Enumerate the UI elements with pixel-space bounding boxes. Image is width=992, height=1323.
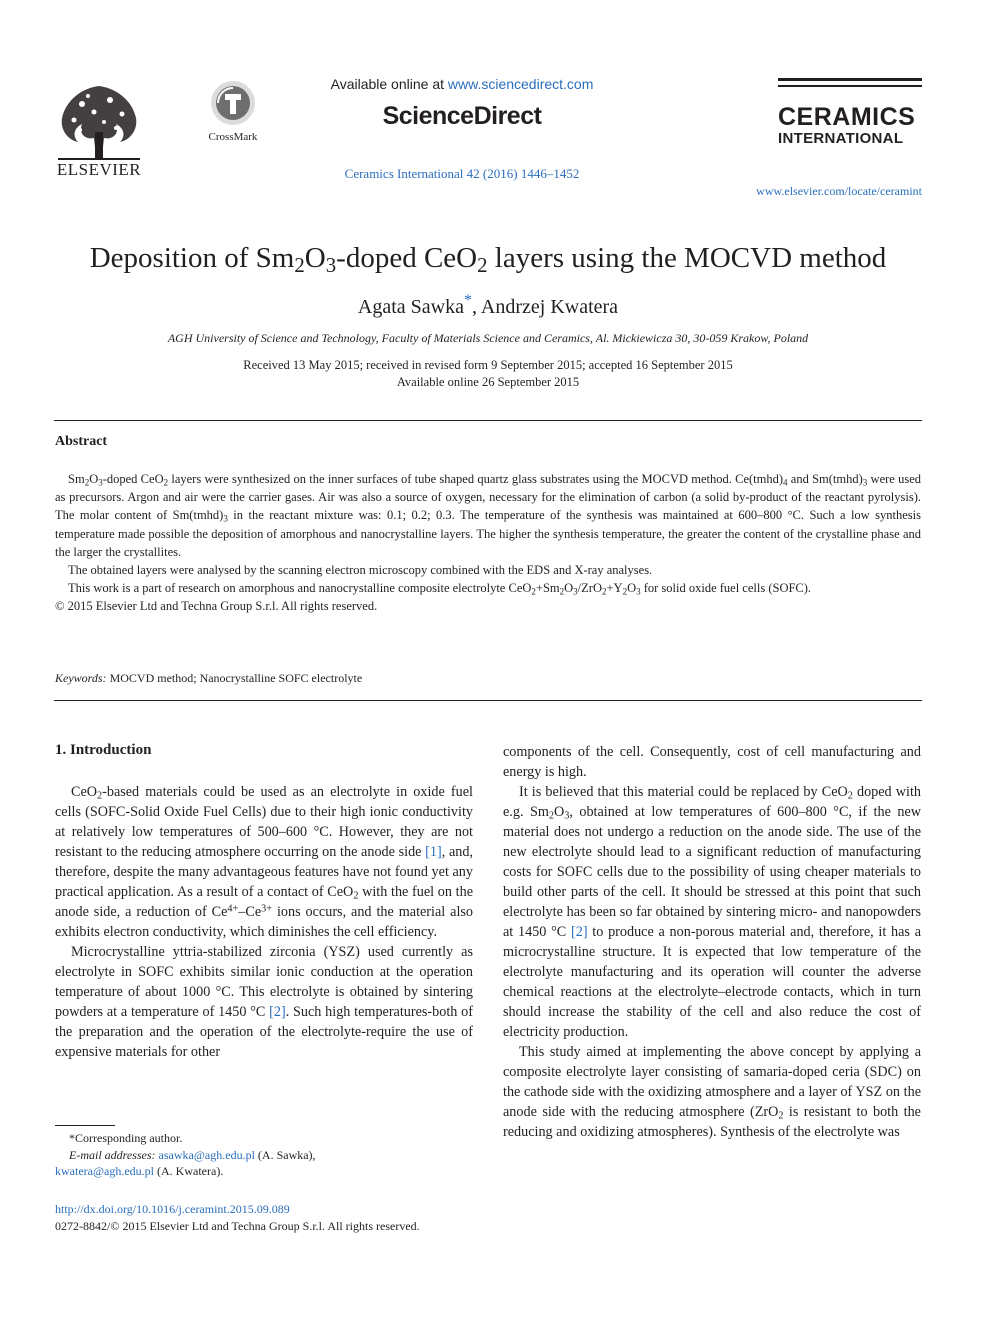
elsevier-wordmark: ELSEVIER (56, 160, 142, 179)
footnote-rule (55, 1125, 115, 1126)
abstract-copyright: © 2015 Elsevier Ltd and Techna Group S.r.l. All rights reserved. (55, 599, 378, 614)
issn-copyright: 0272-8842/© 2015 Elsevier Ltd and Techna Group S.r.l. All rights reserved. (55, 1219, 420, 1233)
right-column (503, 742, 921, 1142)
abstract-body (55, 470, 921, 616)
brand-rule (778, 78, 922, 81)
citation-link[interactable]: [2] (571, 924, 588, 940)
corresponding-mark[interactable]: * (464, 292, 472, 309)
crossmark-label: CrossMark (208, 131, 258, 143)
email-link[interactable]: asawka@agh.edu.pl (158, 1147, 255, 1162)
journal-name-line2: INTERNATIONAL (778, 130, 904, 147)
body-paragraph: Microcrystalline yttria-stabilized zirconia (YSZ) used currently as electrolyte in SOFC exhibits similar ionic conduction at the operation temperature of about 1000 °C. This electrolyte is obtained by sintering powders at a temperature of 1450 °C [2]. Such high temperatures-both of the preparation and the operation of the electrolyte-require the use of expensive materials for other (55, 944, 473, 1060)
author-name: Agata Sawka (357, 296, 464, 318)
abstract-paragraph: This work is a part of research on amorphous and nanocrystalline composite electrolyte $CeO_2+Sm_2O_3/ZrO_2+Y_2O_3$ for solid oxide fuel cells (SOFC). (68, 581, 812, 597)
author-name: Andrzej Kwatera (480, 296, 619, 318)
sciencedirect-link[interactable]: www.sciencedirect.com (447, 76, 594, 92)
doi-block (55, 1201, 420, 1235)
left-column (55, 782, 473, 1062)
citation-link[interactable]: [2] (269, 1004, 286, 1020)
body-paragraph: It is believed that this material could be replaced by CeO$_2$ doped with e.g. $Sm_2O_3$, obtained at low temperatures of 600–800 °C, if the new material does not undergo a reduction on the anode side. The use of the new electrolyte should lead to a significant reduction of manufacturing costs for SOFC cells due to the possibility of using cheaper materials to build other parts of the cell. It should be stressed at this point that such electrolyte has been so far obtained by sintering micro- and nanopowders at 1450 °C [2] to produce a non-porous material and, therefore, it has a microcrystalline structure. It is expected that low temperature of the electrolyte manufacturing and its operation will counter the adverse chemical reactions at the electrolyte–electrode contacts, which in turn should increase the stability of the cell and also reduce the cost of electricity production. (503, 784, 921, 1040)
doi-link[interactable]: http://dx.doi.org/10.1016/j.ceramint.2015.09.089 (55, 1202, 290, 1216)
email-label: E-mail addresses: (69, 1147, 156, 1162)
section-heading: 1. Introduction (55, 742, 152, 758)
keywords (55, 671, 362, 686)
divider (54, 700, 922, 701)
article-title: Deposition of $Sm_2O_3$-doped CeO$_2$ layers using the MOCVD method (89, 242, 887, 278)
abstract-paragraph: The obtained layers were analysed by the scanning electron microscopy combined with the EDS and X-ray analyses. (68, 563, 653, 578)
body-paragraph: This study aimed at implementing the above concept by applying a composite electrolyte layer consisting of samaria-doped ceria (SDC) on the cathode side with the oxidizing atmosphere and a layer of YSZ on the anode side with the reducing atmosphere (ZrO$_2$ is resistant to both the reducing and oxidizing atmospheres). Synthesis of the electrolyte was (503, 1044, 921, 1140)
journal-url[interactable]: www.elsevier.com/locate/ceramint (756, 184, 922, 198)
corresponding-note: *Corresponding author. (69, 1131, 183, 1145)
citation-link[interactable]: [1] (425, 844, 442, 860)
journal-brand (778, 78, 922, 148)
author-list: Agata Sawka*, Andrzej Kwatera (357, 292, 619, 318)
email-note: kwatera@agh.edu.pl (A. Kwatera). (55, 1164, 224, 1178)
affiliation: AGH University of Science and Technology, Faculty of Materials Science and Ceramics, Al. Mickiewicza 30, 30-059 Krakow, Poland (167, 331, 809, 345)
journal-reference[interactable]: Ceramics International 42 (2016) 1446–1452 (344, 166, 580, 181)
body-paragraph: components of the cell. Consequently, cost of cell manufacturing and energy is high. (503, 744, 921, 780)
email-link[interactable]: kwatera@agh.edu.pl (55, 1164, 155, 1178)
brand-rule (778, 85, 922, 87)
body-paragraph: CeO$_2$-based materials could be used as an electrolyte in oxide fuel cells (SOFC-Solid Oxide Fuel Cells) due to their high ionic conductivity at relatively low temperatures of 500–600 °C. However, they are not resistant to the reducing atmosphere occurring on the anode side [1], and, therefore, despite the many advantageous features have not found yet any practical application. As a result of a contact of CeO$_2$ with the fuel on the anode side, a reduction of $Ce^{4+}-Ce^{3+}$ ions occurs, and the material also exhibits electron conductivity, which diminishes the cell efficiency. (55, 784, 473, 940)
available-prefix: Available online at (330, 76, 448, 92)
keywords-value: MOCVD method; Nanocrystalline SOFC electrolyte (106, 671, 363, 685)
received-dates: Received 13 May 2015; received in revised form 9 September 2015; accepted 16 September 2015 (243, 358, 733, 372)
abstract-heading: Abstract (55, 434, 108, 449)
available-online-date: Available online 26 September 2015 (396, 375, 580, 389)
sciencedirect-brand: ScienceDirect (382, 102, 542, 130)
keywords-label: Keywords: (55, 671, 107, 685)
divider (54, 420, 922, 421)
footnotes (55, 1130, 475, 1180)
journal-name-line1: CERAMICS (778, 103, 916, 131)
abstract-paragraph: $Sm_2O_3$-doped CeO$_2$ layers were synthesized on the inner surfaces of tube shaped quartz glass substrates using the MOCVD method. $Ce(tmhd)_4$ and $Sm(tmhd)_3$ were used as precursors. Argon and air were the carrier gases. Air was also a source of oxygen, necessary for the elimination of carbon (a solid by-product of the reactant pyrolysis). The molar content of $Sm(tmhd)_3$ in the reactant mixture was: 0.1; 0.2; 0.3. The temperature of the synthesis was maintained at 600–800 °C. Such a low synthesis temperature made possible the deposition of amorphous and nanocrystalline layers. The higher the synthesis temperature, the greater the content of the crystalline phase and the larger the crystallites. (55, 472, 921, 559)
email-note: E-mail addresses: asawka@agh.edu.pl (A. Sawka), (69, 1147, 316, 1162)
